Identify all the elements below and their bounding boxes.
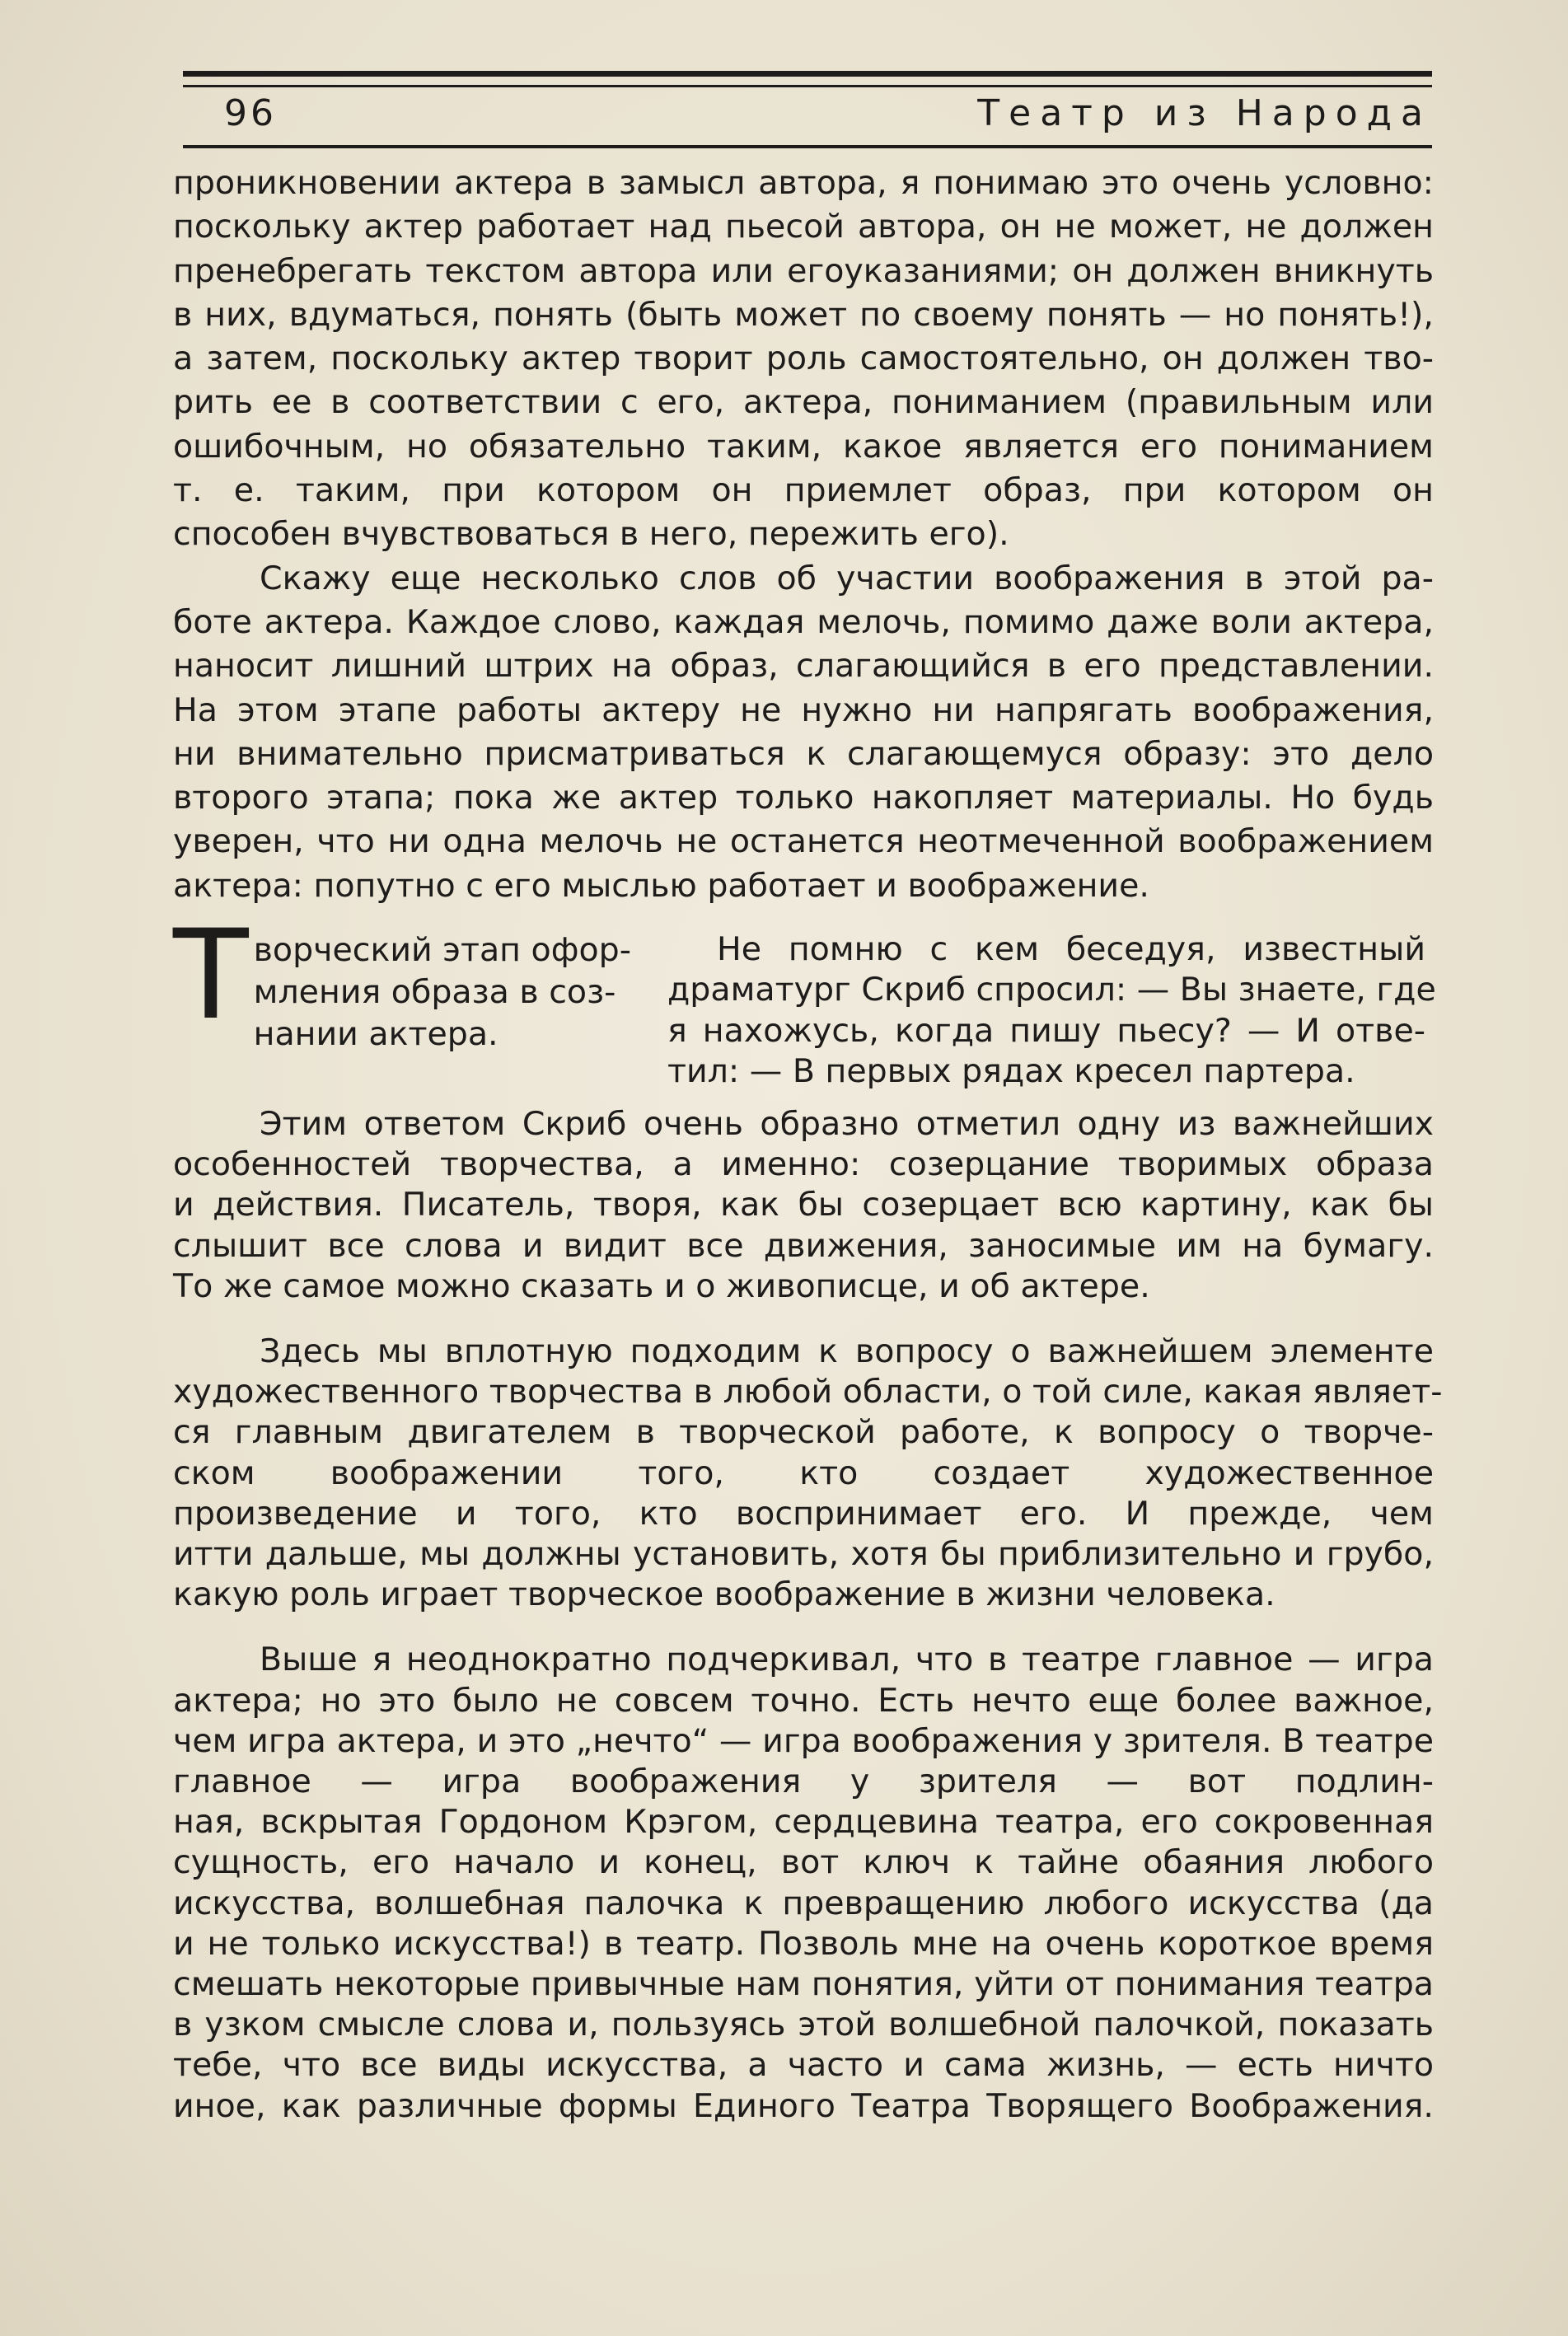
- text-column-right: [667, 929, 1436, 1092]
- text-line: способен вчувствоваться в него, пережить его).: [173, 515, 1009, 554]
- text-line: т. е. таким, при котором он приемлет образ, при котором он: [173, 471, 1434, 510]
- text-line: То же самое можно сказать и о живописце, и об актере.: [173, 1266, 1150, 1305]
- text-line: ском воображении того, кто создает художественное: [173, 1454, 1434, 1492]
- text-line: в них, вдуматься, понять (быть может по своему понять — но понять!),: [173, 295, 1434, 334]
- text-line: Не помню с кем беседуя, известный: [717, 930, 1425, 968]
- text-line: искусства, волшебная палочка к превращению любого искусства (да: [173, 1884, 1434, 1922]
- text-line: второго этапа; пока же актер только накопляет материалы. Но будь: [173, 779, 1434, 817]
- text-line: На этом этапе работы актеру не нужно ни напрягать воображения,: [173, 691, 1434, 729]
- text-line: главное — игра воображения у зрителя — вот подлин-: [173, 1763, 1434, 1801]
- text-line: боте актера. Каждое слово, каждая мелочь, помимо даже воли актера,: [173, 602, 1434, 641]
- text-line: и действия. Писатель, творя, как бы созерцает всю картину, как бы: [173, 1186, 1434, 1224]
- text-line: художественного творчества в любой области, о той силе, какая являет-: [173, 1373, 1443, 1411]
- text-line: тил: — В первых рядах кресел партера.: [667, 1051, 1355, 1090]
- text-line: актера: попутно с его мыслью работает и воображение.: [173, 866, 1149, 905]
- text-line: Выше я неоднократно подчеркивал, что в театре главное — игра: [260, 1641, 1434, 1679]
- text-line: Этим ответом Скриб очень образно отметил одну из важнейших: [260, 1105, 1434, 1143]
- text-line: особенностей творчества, а именно: созерцание творимых образа: [173, 1145, 1434, 1184]
- text-line: поскольку актер работает над пьесой автора, он не может, не должен: [173, 208, 1434, 246]
- text-line: ная, вскрытая Гордоном Крэгом, сердцевина театра, его сокровенная: [173, 1803, 1434, 1842]
- text-line: я нахожусь, когда пишу пьесу? — И отве-: [667, 1011, 1425, 1050]
- text-line: пренебрегать текстом автора или егоуказаниями; он должен вникнуть: [173, 251, 1434, 290]
- text-line: тебе, что все виды искусства, а часто и сама жизнь, — есть ничто: [173, 2046, 1434, 2085]
- text-line: какую роль играет творческое воображение в жизни человека.: [173, 1575, 1275, 1614]
- header-rule-thin: [183, 85, 1432, 87]
- text-line: Здесь мы вплотную подходим к вопросу о важнейшем элементе: [260, 1332, 1434, 1371]
- text-line: драматург Скриб спросил: — Вы знаете, где: [667, 971, 1436, 1009]
- text-line: слышит все слова и видит все движения, заносимые им на бумагу.: [173, 1226, 1434, 1265]
- text-line: а затем, поскольку актер творит роль самостоятельно, он должен тво-: [173, 339, 1434, 378]
- text-line: смешать некоторые привычные нам понятия, уйти от понимания театра: [173, 1965, 1434, 2004]
- paragraph-gap: [173, 1615, 1434, 1640]
- text-line: уверен, что ни одна мелочь не останется неотмеченной воображением: [173, 822, 1434, 861]
- text-line: итти дальше, мы должны установить, хотя бы приблизительно и грубо,: [173, 1535, 1434, 1574]
- text-line: ся главным двигателем в творческой работе, к вопросу о творче-: [173, 1413, 1434, 1452]
- running-title: Театр из Народа: [977, 92, 1432, 134]
- page-number: 96: [224, 92, 277, 134]
- text-line: Скажу еще несколько слов об участии воображения в этой ра-: [260, 559, 1434, 597]
- text-line: чем игра актера, и это „нечто“ — игра воображения у зрителя. В театре: [173, 1721, 1434, 1760]
- drop-cap: Т: [173, 904, 249, 1047]
- text-line: в узком смысле слова и, пользуясь этой волшебной палочкой, показать: [173, 2006, 1434, 2044]
- text-line: ни внимательно присматриваться к слагающемуся образу: это дело: [173, 734, 1434, 773]
- text-line: сущность, его начало и конец, вот ключ к тайне обаяния любого: [173, 1843, 1434, 1882]
- text-block-top: [173, 162, 1434, 908]
- marginal-line: ворческий этап офор-: [253, 931, 631, 969]
- text-line: рить ее в соответствии с его, актера, пониманием (правильным или: [173, 383, 1434, 422]
- text-line: наносит лишний штрих на образ, слагающийся в его представлении.: [173, 647, 1434, 686]
- marginal-line: мления образа в соз-: [253, 973, 616, 1011]
- text-line: иное, как различные формы Единого Театра Творящего Воображения.: [173, 2086, 1434, 2125]
- text-block-bottom: [173, 1104, 1443, 2127]
- header-rule-top: [183, 71, 1432, 77]
- header-rule-bottom: [183, 145, 1432, 148]
- text-line: произведение и того, кто воспринимает его. И прежде, чем: [173, 1494, 1434, 1533]
- text-line: проникновении актера в замысл автора, я понимаю это очень условно:: [173, 164, 1434, 202]
- marginal-heading: [173, 904, 659, 1056]
- text-line: ошибочным, но обязательно таким, какое является его пониманием: [173, 427, 1434, 466]
- paragraph-gap: [173, 1307, 1434, 1332]
- text-line: и не только искусства!) в театр. Позволь мне на очень короткое время: [173, 1924, 1434, 1963]
- text-line: актера; но это было не совсем точно. Есть нечто еще более важное,: [173, 1681, 1434, 1720]
- marginal-line: нании актера.: [253, 1015, 498, 1053]
